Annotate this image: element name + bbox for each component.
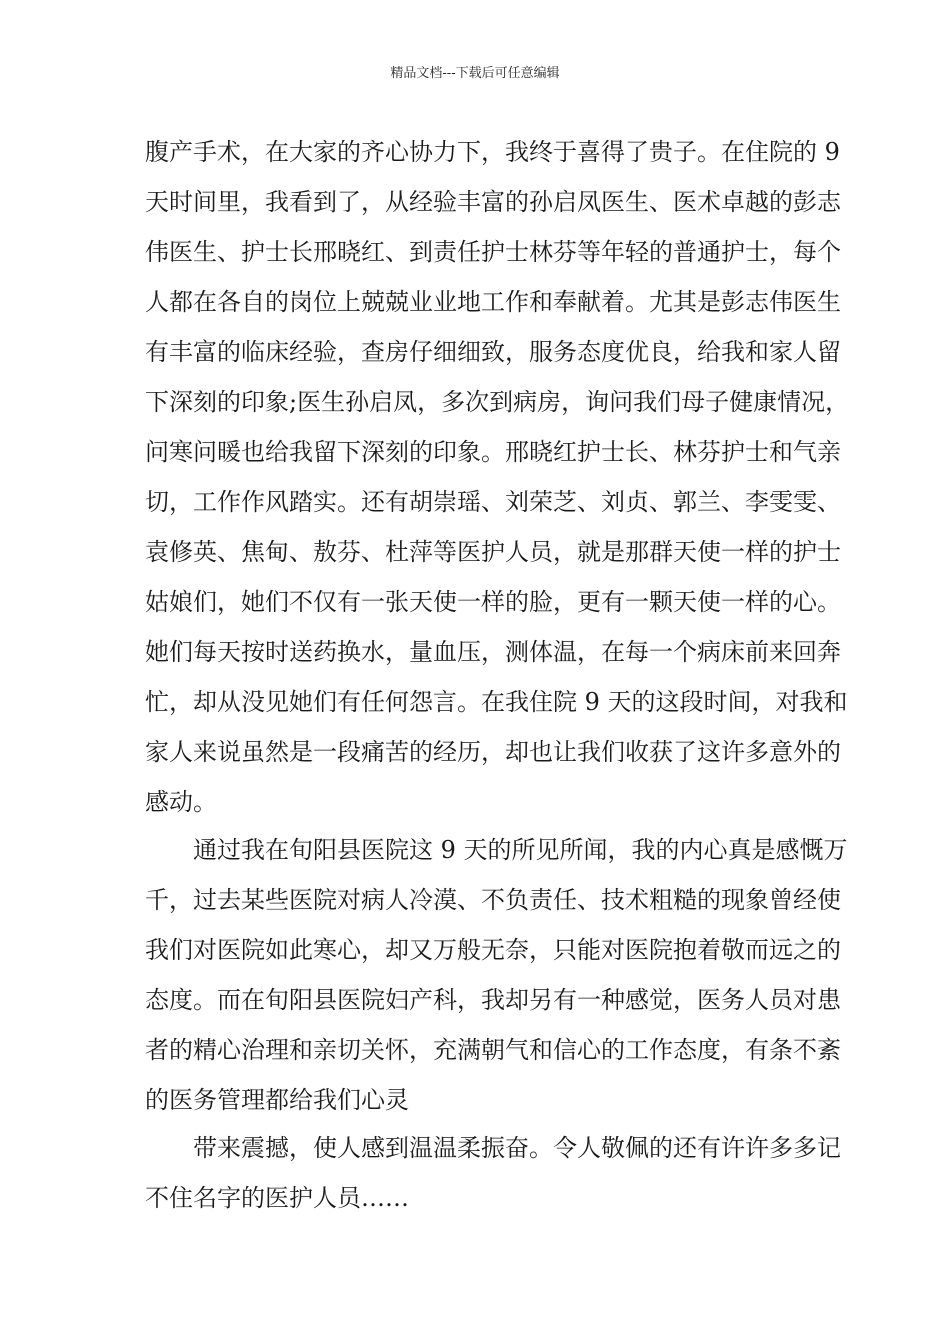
paragraph-3-line-1: 带来震撼，使人感到温温柔振奋。令人敬佩的还有许许多多记: [193, 1134, 841, 1162]
paragraph-1-line-8: 切，工作作风踏实。还有胡崇瑶、刘荣芝、刘贞、郭兰、李雯雯、: [145, 488, 841, 516]
paragraph-1-line-9: 袁修英、焦甸、敖芬、杜萍等医护人员，就是那群天使一样的护士: [145, 538, 841, 566]
paragraph-1-line-14: 感动。: [145, 788, 217, 816]
paragraph-2-line-1: 通过我在旬阳县医院这 9 天的所见所闻，我的内心真是感慨万: [193, 836, 848, 864]
paragraph-2-line-3: 我们对医院如此寒心，却又万般无奈，只能对医院抱着敬而远之的: [145, 936, 841, 964]
paragraph-1-line-4: 人都在各自的岗位上兢兢业业地工作和奉献着。尤其是彭志伟医生: [145, 288, 841, 316]
paragraph-1-line-2: 天时间里，我看到了，从经验丰富的孙启凤医生、医术卓越的彭志: [145, 188, 841, 216]
paragraph-1-line-1: 腹产手术，在大家的齐心协力下，我终于喜得了贵子。在住院的 9: [145, 138, 840, 166]
paragraph-1-line-6: 下深刻的印象;医生孙启凤，多次到病房，询问我们母子健康情况，: [145, 388, 850, 416]
paragraph-3-line-2: 不住名字的医护人员……: [145, 1184, 409, 1212]
paragraph-2-line-5: 者的精心治理和亲切关怀，充满朝气和信心的工作态度，有条不紊: [145, 1036, 841, 1064]
paragraph-1-line-3: 伟医生、护士长邢晓红、到责任护士林芬等年轻的普通护士，每个: [145, 238, 841, 266]
paragraph-1-line-10: 姑娘们，她们不仅有一张天使一样的脸，更有一颗天使一样的心。: [145, 588, 841, 616]
paragraph-1-line-11: 她们每天按时送药换水，量血压，测体温，在每一个病床前来回奔: [145, 638, 841, 666]
paragraph-1-line-13: 家人来说虽然是一段痛苦的经历，却也让我们收获了这许多意外的: [145, 738, 841, 766]
paragraph-2-line-6: 的医务管理都给我们心灵: [145, 1086, 409, 1114]
paragraph-1-line-7: 问寒问暖也给我留下深刻的印象。邢晓红护士长、林芬护士和气亲: [145, 438, 841, 466]
paragraph-2-line-2: 千，过去某些医院对病人冷漠、不负责任、技术粗糙的现象曾经使: [145, 886, 841, 914]
paragraph-2-line-4: 态度。而在旬阳县医院妇产科，我却另有一种感觉，医务人员对患: [145, 986, 841, 1014]
page-header: 精品文档---下载后可任意编辑: [390, 66, 560, 81]
paragraph-1-line-12: 忙，却从没见她们有任何怨言。在我住院 9 天的这段时间，对我和: [145, 688, 848, 716]
paragraph-1-line-5: 有丰富的临床经验，查房仔细细致，服务态度优良，给我和家人留: [145, 338, 841, 366]
